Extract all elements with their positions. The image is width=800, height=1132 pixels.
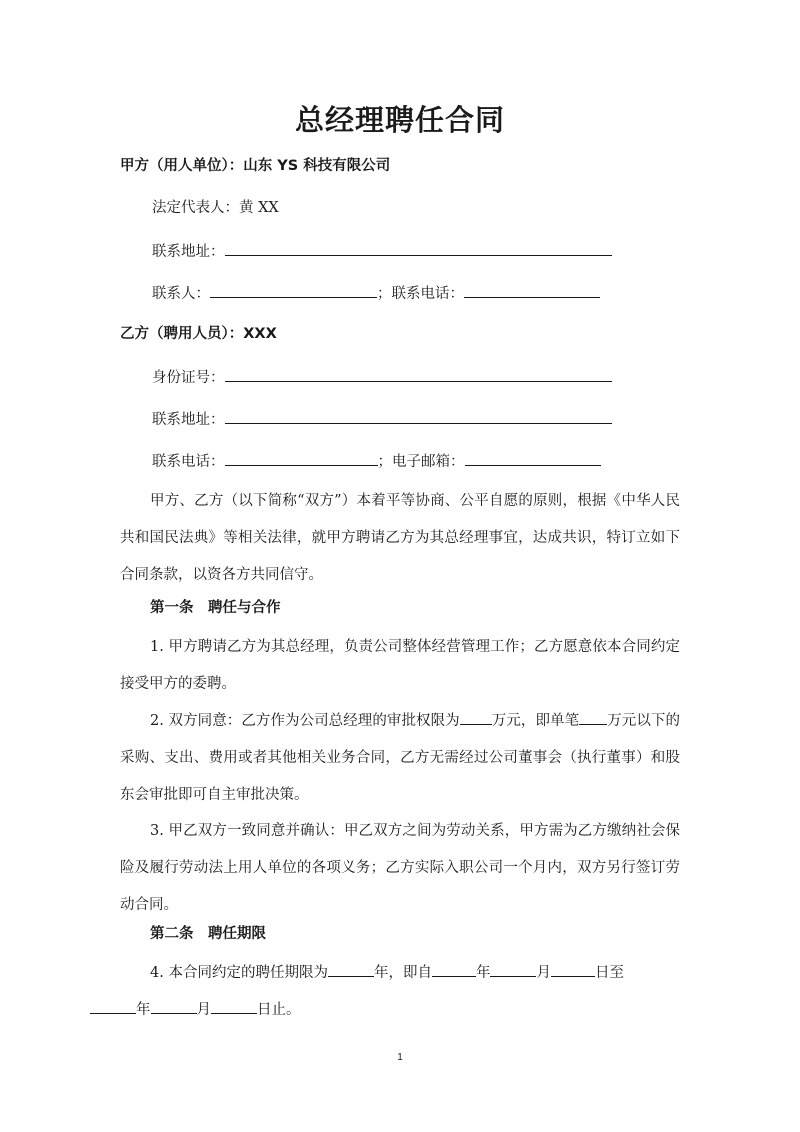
clause-4-text-b: 年，即自 — [373, 965, 432, 981]
legal-representative: 法定代表人：黄 XX — [152, 200, 279, 216]
article-1-heading: 第一条 聘任与合作 — [150, 600, 281, 616]
contact-phone-blank[interactable] — [464, 282, 600, 298]
party-b-label: 乙方（聘用人员）：XXX — [120, 326, 277, 342]
address-blank[interactable] — [225, 408, 612, 424]
address-label: 联系地址： — [152, 412, 225, 428]
id-number-blank[interactable] — [225, 366, 612, 382]
id-number-label: 身份证号： — [152, 370, 225, 386]
party-a-contact-row — [152, 282, 600, 304]
address-blank[interactable] — [225, 240, 612, 256]
single-amount-blank[interactable] — [579, 709, 607, 725]
contact-person-blank[interactable] — [210, 282, 377, 298]
clause-4-text-a: 4. 本合同约定的聘任期限为 — [150, 965, 328, 981]
email-label: ；电子邮箱： — [377, 454, 465, 470]
phone-blank[interactable] — [225, 450, 378, 466]
year-label: 年 — [136, 1002, 151, 1018]
start-day-blank[interactable] — [551, 961, 595, 977]
day-to-label: 日至 — [594, 965, 624, 981]
document-title: 总经理聘任合同 — [294, 103, 505, 137]
contact-person-label: 联系人： — [152, 286, 210, 302]
clause-2 — [120, 703, 680, 814]
term-years-blank[interactable] — [328, 961, 374, 977]
address-label: 联系地址： — [152, 244, 225, 260]
clause-2-text-b: 万元，即单笔 — [491, 713, 580, 729]
article-2-heading: 第二条 聘任期限 — [150, 926, 266, 942]
clause-2-text-c: 万元以下的采购、支出、费用或者其他相关业务合同，乙方无需经过公司董事会（执行董事）和股东会审批即可自主审批决策。 — [120, 713, 680, 803]
start-month-blank[interactable] — [490, 961, 536, 977]
start-year-blank[interactable] — [432, 961, 476, 977]
approval-limit-blank[interactable] — [460, 709, 492, 725]
month-label: 月 — [196, 1002, 211, 1018]
preamble-paragraph: 甲方、乙方（以下简称“双方”）本着平等协商、公平自愿的原则，根据《中华人民共和国民法典》等相关法律，就甲方聘请乙方为其总经理事宜，达成共识，特订立如下合同条款，以资各方共同信守。 — [120, 493, 680, 583]
year-label: 年 — [475, 965, 491, 981]
clause-2-text-a: 2. 双方同意：乙方作为公司总经理的审批权限为 — [150, 713, 460, 729]
end-year-blank[interactable] — [90, 998, 136, 1014]
party-a-address-row — [152, 240, 612, 262]
day-end-label: 日止。 — [257, 1002, 301, 1018]
party-a-label: 甲方（用人单位）：山东 YS 科技有限公司 — [120, 158, 391, 174]
end-month-blank[interactable] — [151, 998, 197, 1014]
month-label: 月 — [536, 965, 551, 981]
clause-1: 1. 甲方聘请乙方为其总经理，负责公司整体经营管理工作；乙方愿意依本合同约定接受甲方的委聘。 — [120, 639, 680, 692]
clause-4 — [120, 955, 680, 1029]
party-b-id-row — [152, 366, 612, 388]
end-day-blank[interactable] — [211, 998, 257, 1014]
page-number: 1 — [397, 1052, 403, 1063]
phone-label: 联系电话： — [152, 454, 225, 470]
party-b-contact-row — [152, 450, 601, 472]
party-b-address-row — [152, 408, 612, 430]
contact-phone-label: ；联系电话： — [377, 286, 464, 302]
email-blank[interactable] — [465, 450, 601, 466]
clause-3: 3. 甲乙双方一致同意并确认：甲乙双方之间为劳动关系，甲方需为乙方缴纳社会保险及履行劳动法上用人单位的各项义务；乙方实际入职公司一个月内，双方另行签订劳动合同。 — [120, 823, 680, 913]
